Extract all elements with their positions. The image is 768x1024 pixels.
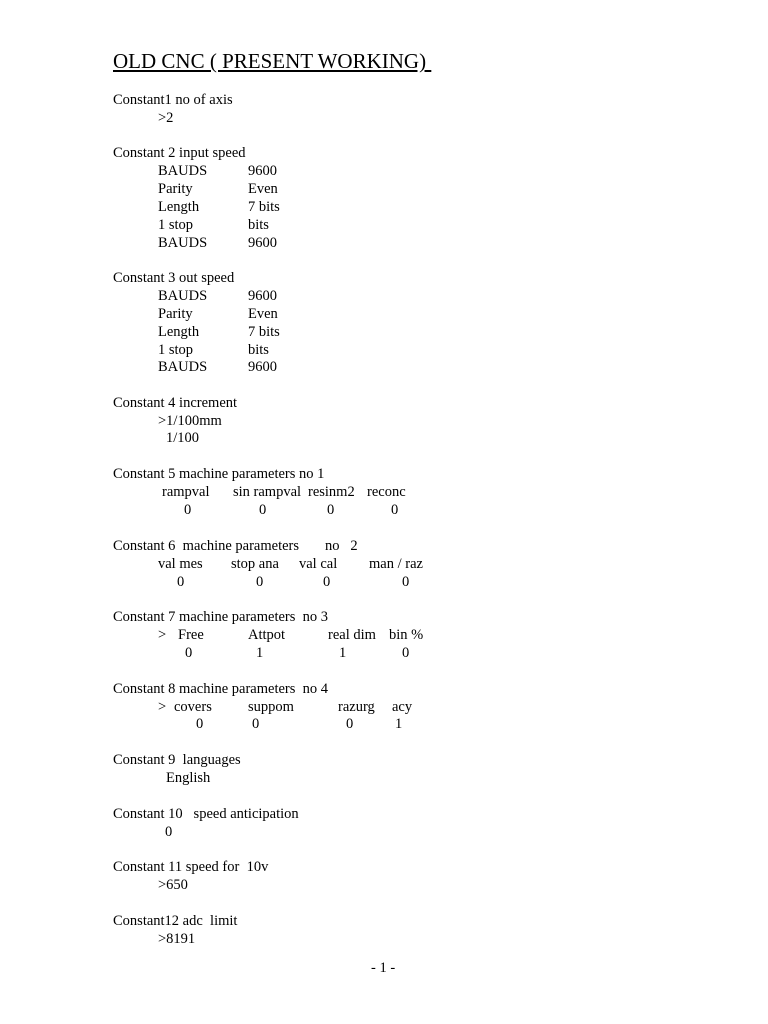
constant-2-value: 7 bits [248,199,280,215]
constant-6-column-value: 0 [402,574,410,590]
constant-7-marker: > [158,627,167,643]
constant-11-heading: Constant 11 speed for 10v [113,859,269,875]
constant-2-value: 9600 [248,163,277,179]
constant-6-column-value: 0 [256,574,264,590]
constant-8-column-value: 0 [196,716,204,732]
constant-2-label: BAUDS [158,235,208,251]
constant-8-column-header: razurg [338,699,375,715]
constant-2-value: bits [248,217,269,233]
constant-9-heading: Constant 9 languages [113,752,241,768]
constant-8-column-header: acy [392,699,413,715]
constant-12-value: >8191 [158,931,196,947]
constant-2-heading: Constant 2 input speed [113,145,246,161]
constant-2-value: Even [248,181,278,197]
constant-10-heading: Constant 10 speed anticipation [113,806,299,822]
constant-1-value: >2 [158,110,174,126]
constant-6-column-header: stop ana [231,556,279,572]
constant-5-column-value: 0 [259,502,267,518]
constant-7-column-header: Attpot [248,627,286,643]
constant-7-column-value: 1 [339,645,347,661]
constant-7-column-header: real dim [328,627,376,643]
constant-10-value: 0 [165,824,173,840]
constant-4-value: >1/100mm [158,413,222,429]
constant-5-heading: Constant 5 machine parameters no 1 [113,466,325,482]
constant-3-label: Parity [158,306,193,322]
constant-5-column-header: resinm2 [308,484,355,500]
constant-8-marker: > [158,699,167,715]
page-number: - 1 - [371,960,396,976]
constant-8-column-value: 1 [395,716,403,732]
constant-8-column-value: 0 [346,716,354,732]
constant-1-heading: Constant1 no of axis [113,92,233,108]
constant-3-value: bits [248,342,269,358]
constant-7-column-value: 0 [402,645,410,661]
constant-5-column-value: 0 [391,502,399,518]
constant-11-value: >650 [158,877,188,893]
constant-3-label: BAUDS [158,359,208,375]
constant-7-column-value: 1 [256,645,264,661]
constant-3-label: BAUDS [158,288,208,304]
constant-6-number: no 2 [325,538,358,554]
constant-2-label: Parity [158,181,193,197]
constant-9-value: English [166,770,211,786]
constant-3-value: 7 bits [248,324,280,340]
document-title: OLD CNC ( PRESENT WORKING) [113,49,432,73]
constant-3-label: Length [158,324,200,340]
constant-8-column-header: covers [174,699,212,715]
constant-3-heading: Constant 3 out speed [113,270,235,286]
constant-7-column-header: Free [178,627,204,643]
constant-2-label: 1 stop [158,217,194,233]
constant-12-heading: Constant12 adc limit [113,913,238,929]
constant-6-column-value: 0 [177,574,185,590]
constant-6-column-header: val mes [158,556,203,572]
constant-8-heading: Constant 8 machine parameters no 4 [113,681,329,697]
constant-2-label: Length [158,199,200,215]
constant-8-column-value: 0 [252,716,260,732]
constant-6-column-value: 0 [323,574,331,590]
constant-6-heading: Constant 6 machine parameters [113,538,300,554]
constant-5-column-header: reconc [367,484,406,500]
constant-7-column-value: 0 [185,645,193,661]
constant-5-column-header: rampval [162,484,210,500]
constant-7-heading: Constant 7 machine parameters no 3 [113,609,329,625]
constant-3-value: 9600 [248,359,277,375]
constant-6-column-header: val cal [299,556,338,572]
constant-3-label: 1 stop [158,342,194,358]
constant-4-heading: Constant 4 increment [113,395,238,411]
constant-5-column-value: 0 [184,502,192,518]
constant-7-column-header: bin % [389,627,424,643]
constant-6-column-header: man / raz [369,556,423,572]
constant-5-column-value: 0 [327,502,335,518]
constant-2-value: 9600 [248,235,277,251]
constant-4-value-2: 1/100 [166,430,200,446]
constant-5-column-header: sin rampval [233,484,302,500]
constant-3-value: Even [248,306,278,322]
constant-2-label: BAUDS [158,163,208,179]
constant-8-column-header: suppom [248,699,294,715]
constant-3-value: 9600 [248,288,277,304]
